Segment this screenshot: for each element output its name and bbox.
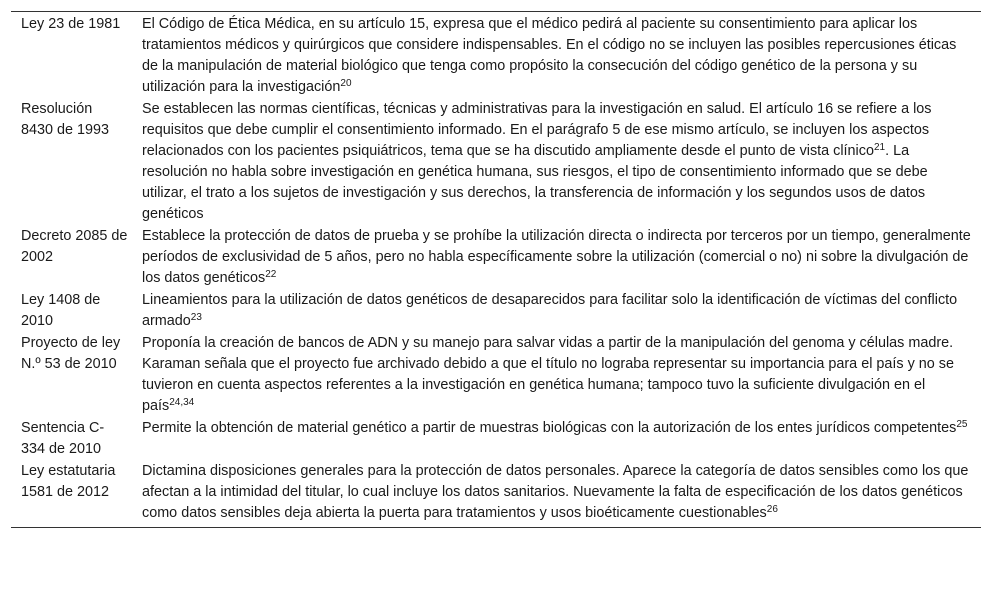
table-row: [11, 98, 981, 225]
norm-name: Proyecto de ley N.º 53 de 2010: [21, 335, 121, 372]
norm-description: [132, 417, 981, 460]
norm-description: [132, 332, 981, 417]
norm-name: Ley 1408 de 2010: [21, 292, 101, 329]
regulations-table: [11, 11, 981, 528]
table-row: [11, 460, 981, 528]
reference-number: 26: [766, 504, 778, 515]
norm-name: Decreto 2085 de 2002: [21, 228, 128, 265]
reference-number: 22: [265, 269, 277, 280]
table-row: [11, 12, 981, 99]
norm-description: [132, 289, 981, 332]
table-row: [11, 289, 981, 332]
reference-number: 20: [340, 78, 352, 89]
norm-description: [132, 98, 981, 225]
reference-number: 21: [873, 142, 886, 153]
description-text: Establece la protección de datos de prueba y se prohíbe la utilización directa o indirecta por terceros por un tiempo, generalmente períodos de exclusividad de 5 años, pero no habla específicamente sobre la utilización (comercial o no) ni sobre la divulgación de los datos genéticos: [142, 228, 971, 286]
table-row: [11, 332, 981, 417]
description-text: Dictamina disposiciones generales para la protección de datos personales. Aparece la categoría de datos sensibles como los que afectan a la intimidad del titular, lo cual incluye los datos sanitarios. Nuevamente la falta de especificación de los datos genéticos como datos sensibles deja abierta la puerta para tratamientos y usos bioéticamente cuestionables: [142, 463, 969, 521]
regulations-table-container: [11, 11, 981, 528]
norm-name: Ley 23 de 1981: [21, 16, 121, 32]
reference-number: 25: [956, 419, 968, 430]
table-row: [11, 417, 981, 460]
norm-name: Ley estatutaria 1581 de 2012: [21, 463, 116, 500]
description-text-continued: . La resolución no habla sobre investigación en genética humana, sus riesgos, el tipo de consentimiento informado que se debe utilizar, el trato a los sujetos de investigación y sus derechos, la transferencia de información y los segundos usos de datos genéticos: [142, 143, 928, 222]
description-text: Proponía la creación de bancos de ADN y su manejo para salvar vidas a partir de la manipulación del genoma y células madre. Karaman señala que el proyecto fue archivado debido a que el título no lograba representar su importancia para el país y no se tuvieron en cuenta aspectos referentes a la investigación en genética humana; tampoco tuvo la suficiente divulgación en el país: [142, 335, 954, 414]
description-text: El Código de Ética Médica, en su artículo 15, expresa que el médico pedirá al paciente su consentimiento para aplicar los tratamientos médicos y quirúrgicos que considere indispensables. En el código no se incluyen las posibles repercusiones éticas de la manipulación de material biológico que tenga como propósito la consecución del código genético de la persona y su utilización para la investigación: [142, 16, 957, 95]
description-text: Permite la obtención de material genético a partir de muestras biológicas con la autorización de los entes jurídicos competentes: [142, 420, 957, 436]
norm-description: [132, 460, 981, 528]
description-text: Lineamientos para la utilización de datos genéticos de desaparecidos para facilitar solo la identificación de víctimas del conflicto armado: [142, 292, 958, 329]
reference-number: 23: [190, 312, 202, 323]
reference-number: 24,34: [169, 397, 195, 408]
norm-description: [132, 225, 981, 289]
norm-name: Resolución 8430 de 1993: [21, 101, 110, 138]
table-row: [11, 225, 981, 289]
description-text: Se establecen las normas científicas, técnicas y administrativas para la investigación en salud. El artículo 16 se refiere a los requisitos que debe cumplir el consentimiento informado. En el parágrafo 5 de ese mismo artículo, se incluyen los aspectos relacionados con los pacientes psiquiátricos, tema que se ha discutido ampliamente desde el punto de vista clínico: [142, 101, 932, 159]
norm-description: [132, 12, 981, 99]
norm-name: Sentencia C-334 de 2010: [21, 420, 105, 457]
